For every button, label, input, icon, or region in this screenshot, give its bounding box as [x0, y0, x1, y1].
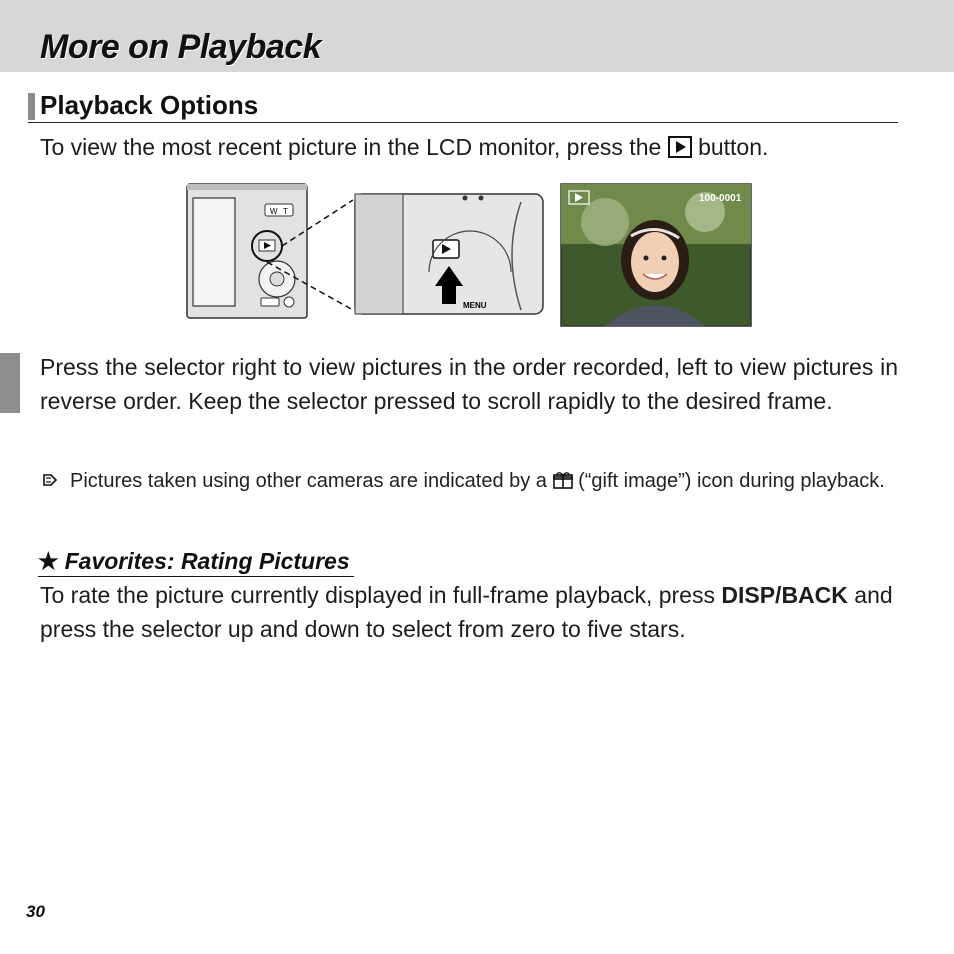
favorites-text: [40, 578, 900, 646]
gift-image-icon: [553, 471, 573, 489]
chapter-title: More on Playback: [40, 28, 322, 66]
intro-text-before: To view the most recent picture in the LCD monitor, press the: [40, 134, 662, 160]
favorites-heading: [38, 546, 354, 577]
note-text-after: (“gift image”) icon during playback.: [578, 470, 885, 492]
disp-back-button-label: DISP/BACK: [721, 582, 848, 608]
camera-zoom: [355, 194, 543, 314]
menu-label: MENU: [463, 301, 487, 310]
camera-back: [187, 184, 353, 318]
section-title: Playback Options: [40, 90, 259, 120]
playback-screen: [561, 184, 751, 326]
sidebar-tab: [0, 353, 20, 413]
playback-illustration: [185, 182, 755, 330]
intro-text-after: button.: [698, 134, 769, 160]
star-icon: ★: [38, 548, 59, 574]
favorites-text-after: and press the selector up and down to select from zero to five stars.: [40, 582, 893, 642]
note-icon: [42, 472, 58, 488]
zoom-t-label: T: [283, 207, 288, 216]
frame-number: 100-0001: [699, 193, 742, 204]
play-icon: [668, 136, 692, 158]
section-bar: [28, 93, 35, 120]
favorites-title: Favorites: Rating Pictures: [64, 548, 350, 574]
selector-paragraph: Press the selector right to view pictures in the order recorded, left to view pictures in reverse order. Keep the selector pressed to scroll rapidly to the desired frame.: [40, 354, 898, 414]
favorites-text-before: To rate the picture currently displayed in full-frame playback, press: [40, 582, 715, 608]
section-heading: [28, 90, 898, 123]
intro-text: [40, 130, 920, 164]
note-text: [70, 466, 898, 496]
zoom-w-label: W: [270, 207, 278, 216]
page-number: 30: [26, 902, 45, 921]
note-text-before: Pictures taken using other cameras are indicated by a: [70, 470, 547, 492]
